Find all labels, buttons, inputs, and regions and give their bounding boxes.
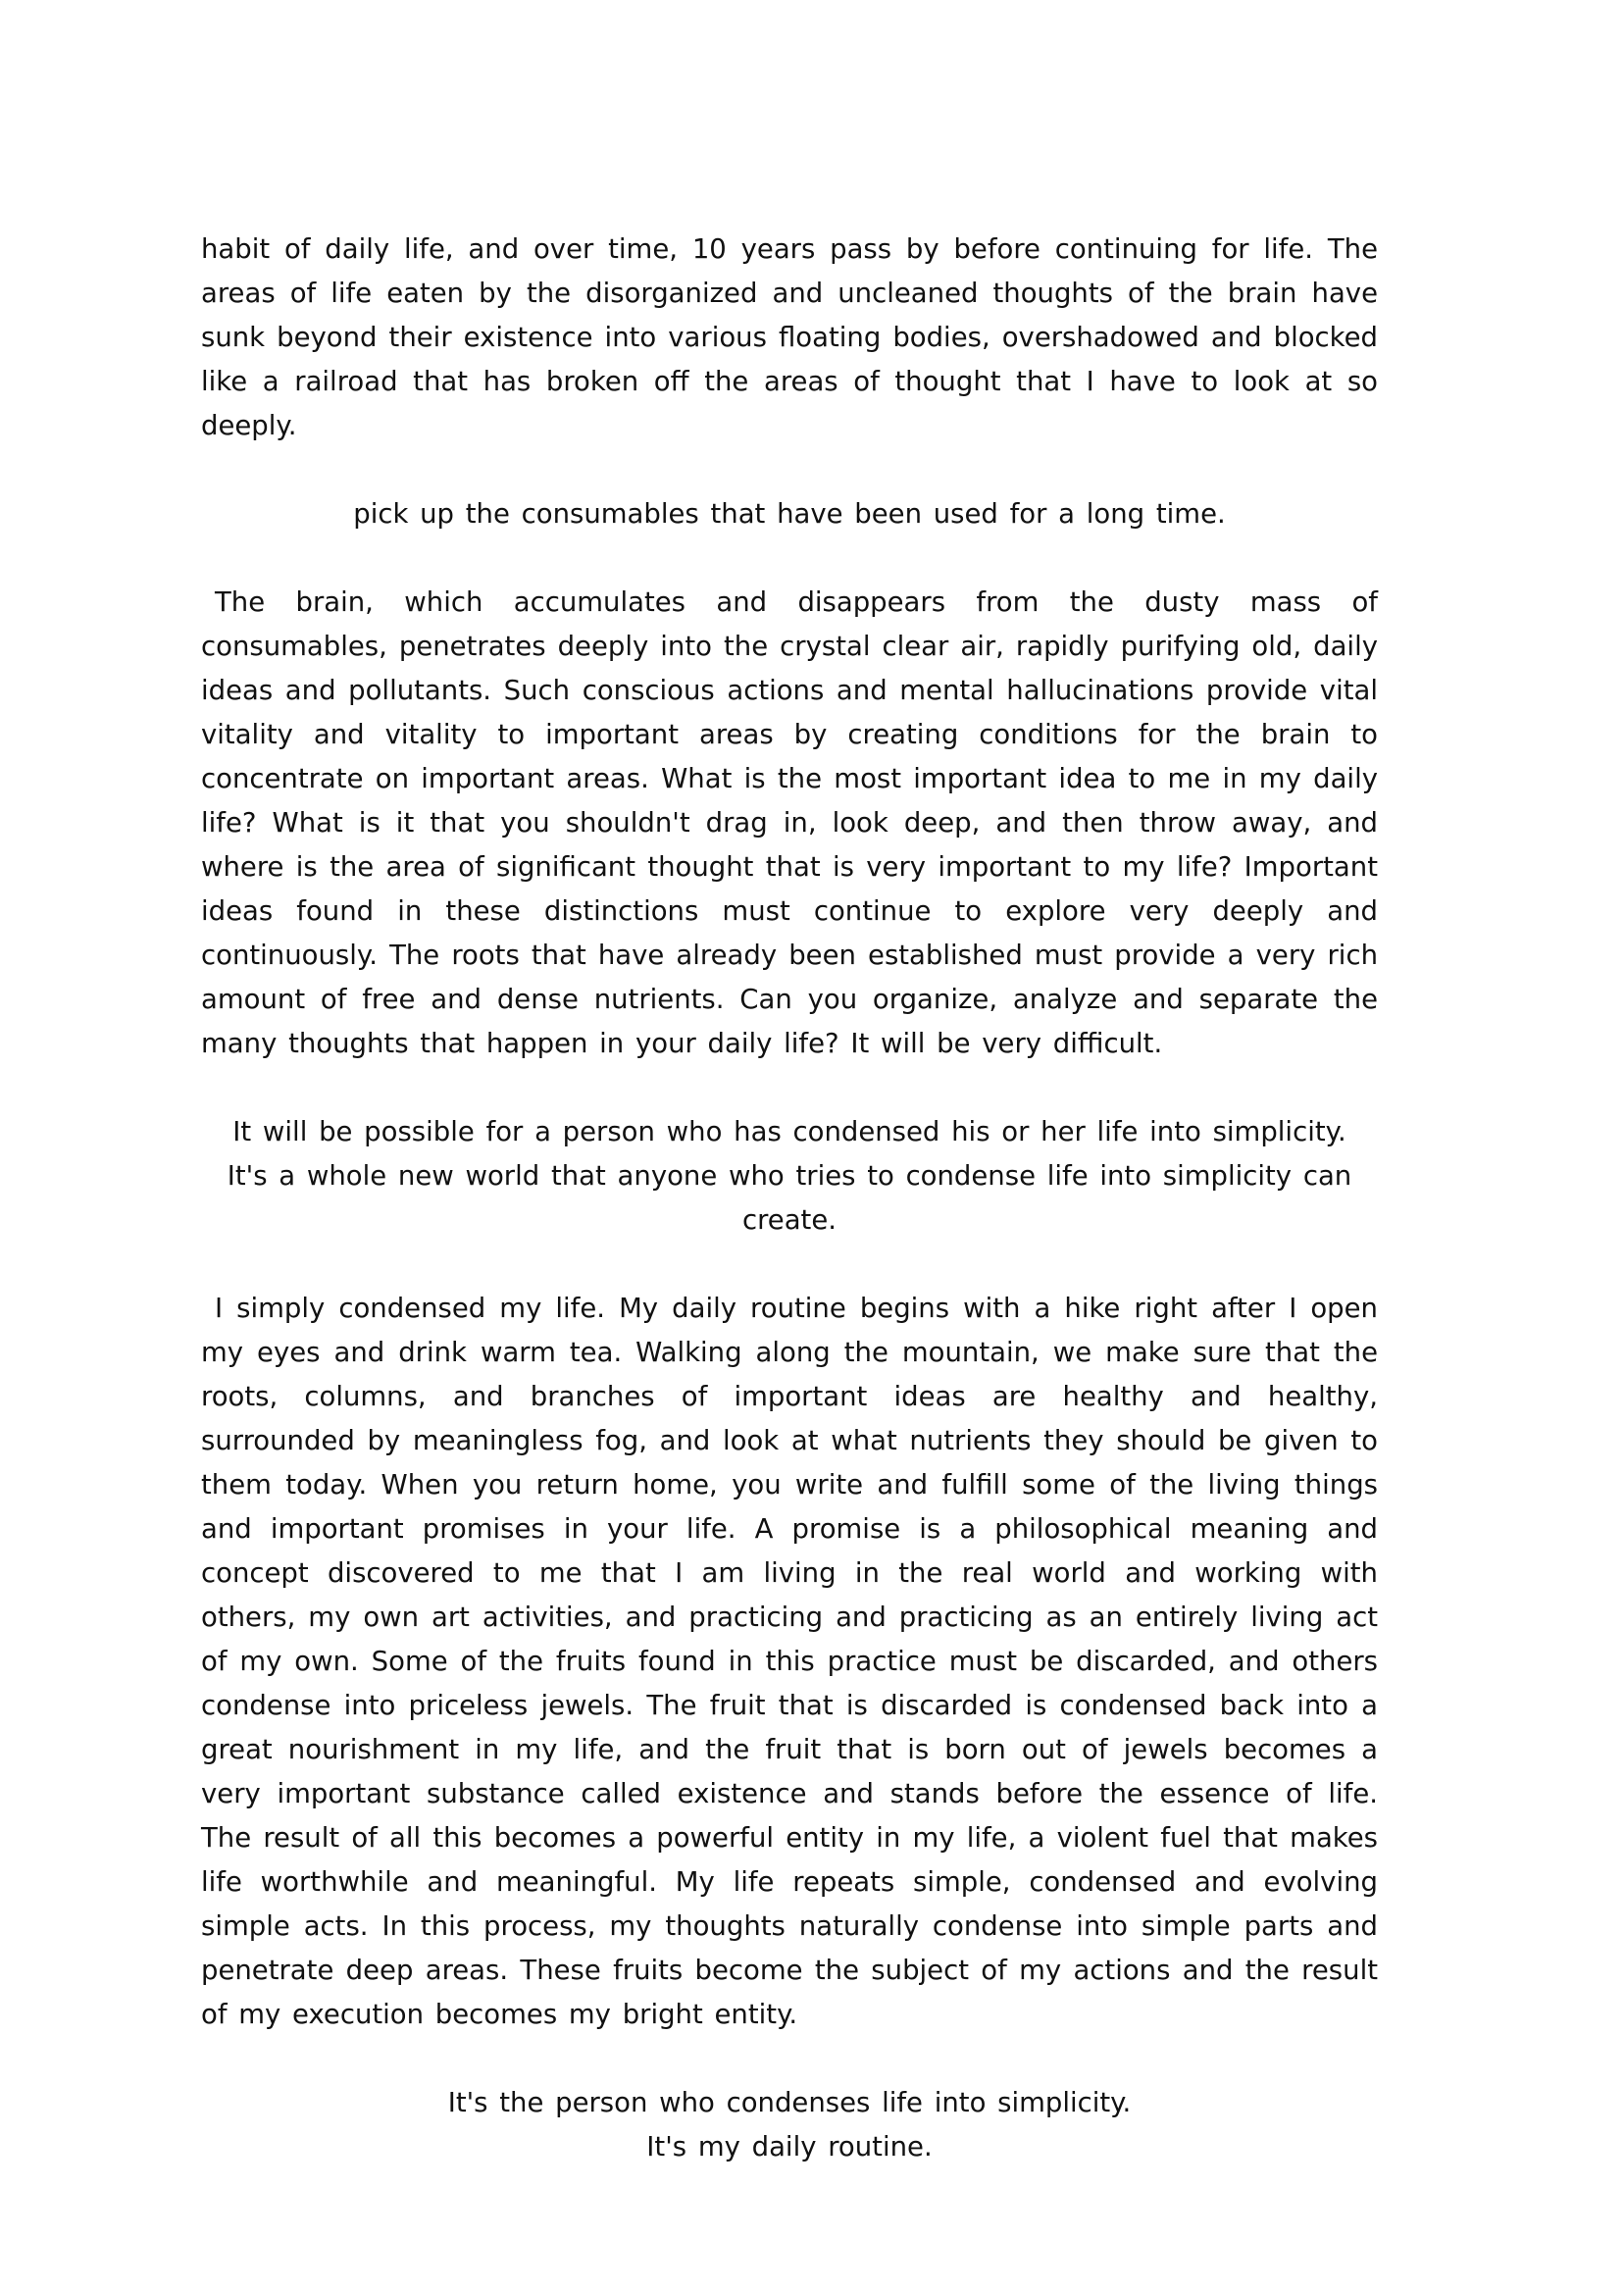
paragraph-habit-of-daily-life: habit of daily life, and over time, 10 years pass by before continuing for life. The areas of life eaten by the disorganized and uncleaned thoughts of the brain have sunk beyond their existence into various floating bodies, overshadowed and blocked like a railroad that has broken off the areas of thought that I have to look at so deeply. bbox=[201, 233, 1378, 441]
closing-line-1: It's the person who condenses life into simplicity. bbox=[447, 2087, 1132, 2118]
paragraph-spacer bbox=[201, 536, 1378, 581]
centered-line-1: It will be possible for a person who has condensed his or her life into simplicity. bbox=[232, 1116, 1346, 1147]
paragraph-i-simply-condensed: I simply condensed my life. My daily routine begins with a hike right after I open my eyes and drink warm tea. Walking along the mountain, we make sure that the roots, columns, and branches of important ideas are healthy and healthy, surrounded by meaningless fog, and look at what nutrients they should be given to them today. When you return home, you write and fulfill some of the living things and important promises in your life. A promise is a philosophical meaning and concept discovered to me that I am living in the real world and working with others, my own art activities, and practicing and practicing as an entirely living act of my own. Some of the fruits found in this practice must be discarded, and others condense into priceless jewels. The fruit that is discarded is condensed back into a great nourishment in my life, and the fruit that is born out of jewels becomes a very important substance called existence and stands before the essence of life. The result of all this becomes a powerful entity in my life, a violent fuel that makes life worthwhile and meaningful. My life repeats simple, condensed and evolving simple acts. In this process, my thoughts naturally condense into simple parts and penetrate deep areas. These fruits become the subject of my actions and the result of my execution becomes my bright entity. bbox=[201, 1293, 1378, 2030]
centered-line-possible-for-a-person bbox=[201, 1110, 1378, 1243]
paragraph-the-brain: The brain, which accumulates and disappears from the dusty mass of consumables, penetrates deeply into the crystal clear air, rapidly purifying old, daily ideas and pollutants. Such conscious actions and mental hallucinations provide vital vitality and vitality to important areas by creating conditions for the brain to concentrate on important areas. What is the most important idea to me in my daily life? What is it that you shouldn't drag in, look deep, and then throw away, and where is the area of significant thought that is very important to my life? Important ideas found in these distinctions must continue to explore very deeply and continuously. The roots that have already been established must provide a very rich amount of free and dense nutrients. Can you organize, analyze and separate the many thoughts that happen in your daily life? It will be very difficult. bbox=[201, 586, 1378, 1059]
paragraph-spacer bbox=[201, 448, 1378, 492]
paragraph-spacer bbox=[201, 1243, 1378, 1287]
centered-line-2: It's a whole new world that anyone who tries to condense life into simplicity can create. bbox=[227, 1160, 1352, 1236]
paragraph-spacer bbox=[201, 2037, 1378, 2081]
centered-line-consumables: pick up the consumables that have been used for a long time. bbox=[353, 498, 1226, 530]
closing-line-2: It's my daily routine. bbox=[646, 2131, 933, 2162]
document-body bbox=[201, 228, 1378, 2169]
paragraph-spacer bbox=[201, 1066, 1378, 1110]
closing-lines bbox=[201, 2081, 1378, 2169]
